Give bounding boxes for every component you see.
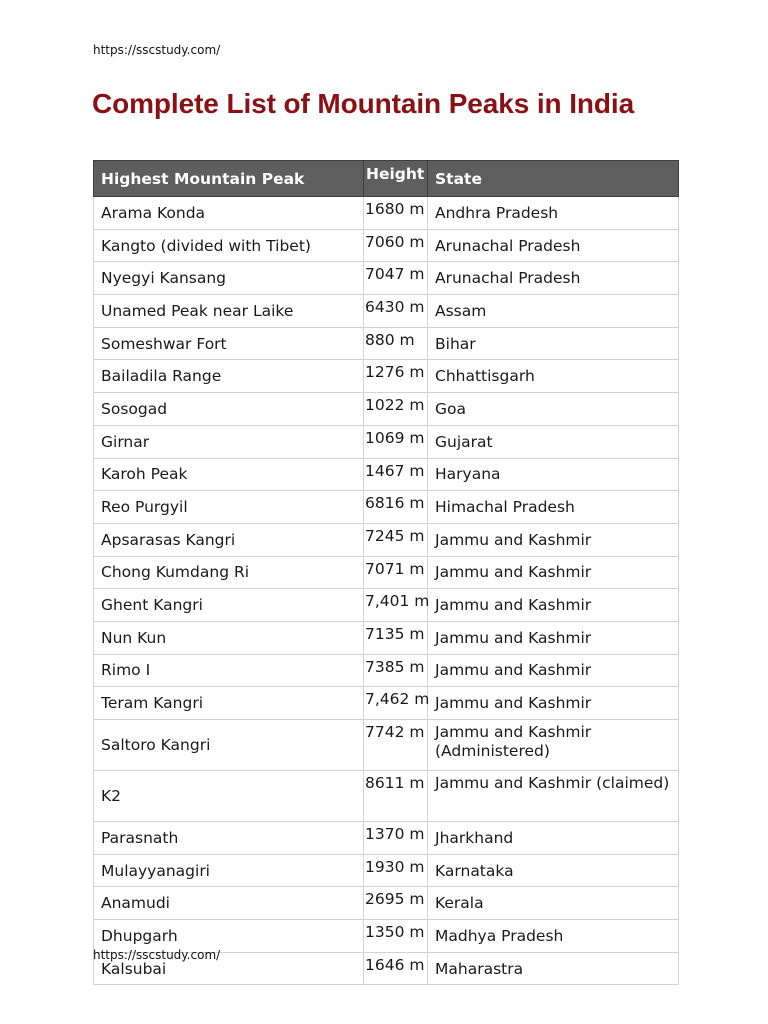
state-cell: Jammu and Kashmir [428, 687, 679, 720]
state-cell: Goa [428, 393, 679, 426]
height-cell: 6816 m [364, 491, 428, 524]
table-header-row [94, 161, 679, 197]
height-cell: 1467 m [364, 458, 428, 491]
height-cell: 7135 m [364, 621, 428, 654]
table-row [94, 654, 679, 687]
height-cell: 1022 m [364, 393, 428, 426]
height-cell: 7071 m [364, 556, 428, 589]
table-row [94, 556, 679, 589]
height-cell: 7245 m [364, 523, 428, 556]
peak-name-cell: Kalsubai [94, 952, 364, 985]
state-cell: Andhra Pradesh [428, 197, 679, 230]
state-cell: Assam [428, 295, 679, 328]
state-cell: Kerala [428, 887, 679, 920]
table-row [94, 822, 679, 855]
height-cell: 880 m [364, 327, 428, 360]
height-cell: 7060 m [364, 229, 428, 262]
state-cell: Gujarat [428, 425, 679, 458]
table-row [94, 360, 679, 393]
table-row [94, 393, 679, 426]
height-cell: 1680 m [364, 197, 428, 230]
state-cell: Arunachal Pradesh [428, 229, 679, 262]
table-row [94, 854, 679, 887]
table-row [94, 720, 679, 771]
height-cell: 1370 m [364, 822, 428, 855]
table-row [94, 491, 679, 524]
peak-name-cell: Sosogad [94, 393, 364, 426]
height-cell: 1930 m [364, 854, 428, 887]
state-cell: Karnataka [428, 854, 679, 887]
state-cell: Jammu and Kashmir (Administered) [428, 720, 679, 771]
table-row [94, 887, 679, 920]
footer-url[interactable]: https://sscstudy.com/ [93, 948, 221, 962]
peak-name-cell: Chong Kumdang Ri [94, 556, 364, 589]
table-row [94, 197, 679, 230]
state-cell: Jammu and Kashmir [428, 523, 679, 556]
table-row [94, 229, 679, 262]
peak-name-cell: Reo Purgyil [94, 491, 364, 524]
peak-name-cell: Dhupgarh [94, 920, 364, 953]
peak-name-cell: Ghent Kangri [94, 589, 364, 622]
mountain-peaks-table [93, 160, 679, 985]
peak-name-cell: Arama Konda [94, 197, 364, 230]
peak-name-cell: Nyegyi Kansang [94, 262, 364, 295]
page-title: Complete List of Mountain Peaks in India [92, 88, 635, 119]
state-cell: Arunachal Pradesh [428, 262, 679, 295]
peak-name-cell: Apsarasas Kangri [94, 523, 364, 556]
table-row [94, 589, 679, 622]
table-row [94, 458, 679, 491]
peak-name-cell: Parasnath [94, 822, 364, 855]
height-cell: 1350 m [364, 920, 428, 953]
state-cell: Jammu and Kashmir [428, 654, 679, 687]
peak-name-cell: Unamed Peak near Laike [94, 295, 364, 328]
peak-name-cell: K2 [94, 771, 364, 822]
height-cell: 2695 m [364, 887, 428, 920]
column-header-height: Height [364, 161, 428, 197]
state-cell: Jammu and Kashmir [428, 589, 679, 622]
height-cell: 1276 m [364, 360, 428, 393]
peak-name-cell: Bailadila Range [94, 360, 364, 393]
table-row [94, 425, 679, 458]
table-row [94, 523, 679, 556]
peak-name-cell: Someshwar Fort [94, 327, 364, 360]
state-cell: Himachal Pradesh [428, 491, 679, 524]
state-cell: Maharastra [428, 952, 679, 985]
state-cell: Bihar [428, 327, 679, 360]
peak-name-cell: Teram Kangri [94, 687, 364, 720]
height-cell: 1069 m [364, 425, 428, 458]
state-cell: Jammu and Kashmir (claimed) [428, 771, 679, 822]
table-row [94, 621, 679, 654]
state-cell: Madhya Pradesh [428, 920, 679, 953]
peak-name-cell: Saltoro Kangri [94, 720, 364, 771]
state-cell: Chhattisgarh [428, 360, 679, 393]
peak-name-cell: Anamudi [94, 887, 364, 920]
height-cell: 1646 m [364, 952, 428, 985]
peak-name-cell: Rimo I [94, 654, 364, 687]
table-row [94, 262, 679, 295]
table-row [94, 327, 679, 360]
table-body [94, 197, 679, 985]
state-cell: Haryana [428, 458, 679, 491]
height-cell: 8611 m [364, 771, 428, 822]
height-cell: 6430 m [364, 295, 428, 328]
peak-name-cell: Mulayyanagiri [94, 854, 364, 887]
height-cell: 7047 m [364, 262, 428, 295]
height-cell: 7,401 m [364, 589, 428, 622]
peak-name-cell: Kangto (divided with Tibet) [94, 229, 364, 262]
height-cell: 7,462 m [364, 687, 428, 720]
column-header-peak: Highest Mountain Peak [94, 161, 364, 197]
table-row [94, 295, 679, 328]
state-cell: Jammu and Kashmir [428, 621, 679, 654]
peak-name-cell: Girnar [94, 425, 364, 458]
column-header-state: State [428, 161, 679, 197]
height-cell: 7742 m [364, 720, 428, 771]
state-cell: Jammu and Kashmir [428, 556, 679, 589]
state-cell: Jharkhand [428, 822, 679, 855]
table-row [94, 687, 679, 720]
header-url[interactable]: https://sscstudy.com/ [93, 43, 221, 57]
table-row [94, 771, 679, 822]
peak-name-cell: Nun Kun [94, 621, 364, 654]
peak-name-cell: Karoh Peak [94, 458, 364, 491]
height-cell: 7385 m [364, 654, 428, 687]
